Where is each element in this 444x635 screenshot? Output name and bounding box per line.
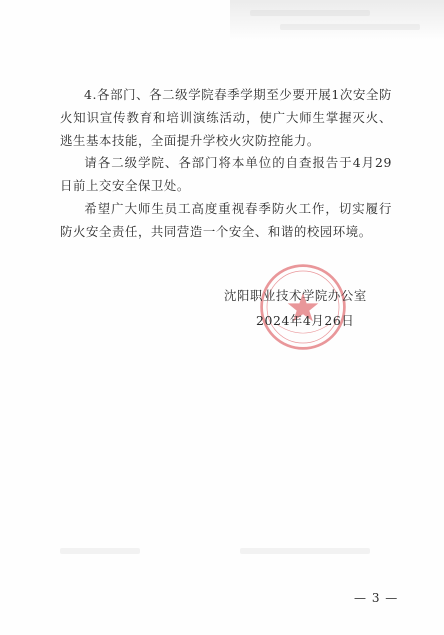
scan-bleed-line (60, 548, 140, 554)
scan-bleed-line (250, 10, 370, 16)
scan-bleed-line (240, 548, 370, 554)
paragraph-safety-training: 4.各部门、各二级学院春季学期至少要开展1次安全防火知识宣传教育和培训演练活动，使广大师生掌握灭火、逃生基本技能，全面提升学校火灾防控能力。 (60, 87, 392, 148)
official-seal (258, 262, 348, 352)
scan-bleed-line (280, 24, 420, 30)
signature-organization: 沈阳职业技术学院办公室 (224, 288, 367, 303)
paragraph-closing-appeal: 希望广大师生员工高度重视春季防火工作，切实履行防火安全责任，共同营造一个安全、和谐的校园环境。 (60, 201, 392, 239)
scan-bleed-through (230, 0, 444, 40)
signature-date: 2024年4月26日 (256, 313, 355, 328)
paragraph-self-report: 请各二级学院、各部门将本单位的自查报告于4月29日前上交安全保卫处。 (60, 155, 392, 193)
page-number: — 3 — (354, 591, 399, 605)
